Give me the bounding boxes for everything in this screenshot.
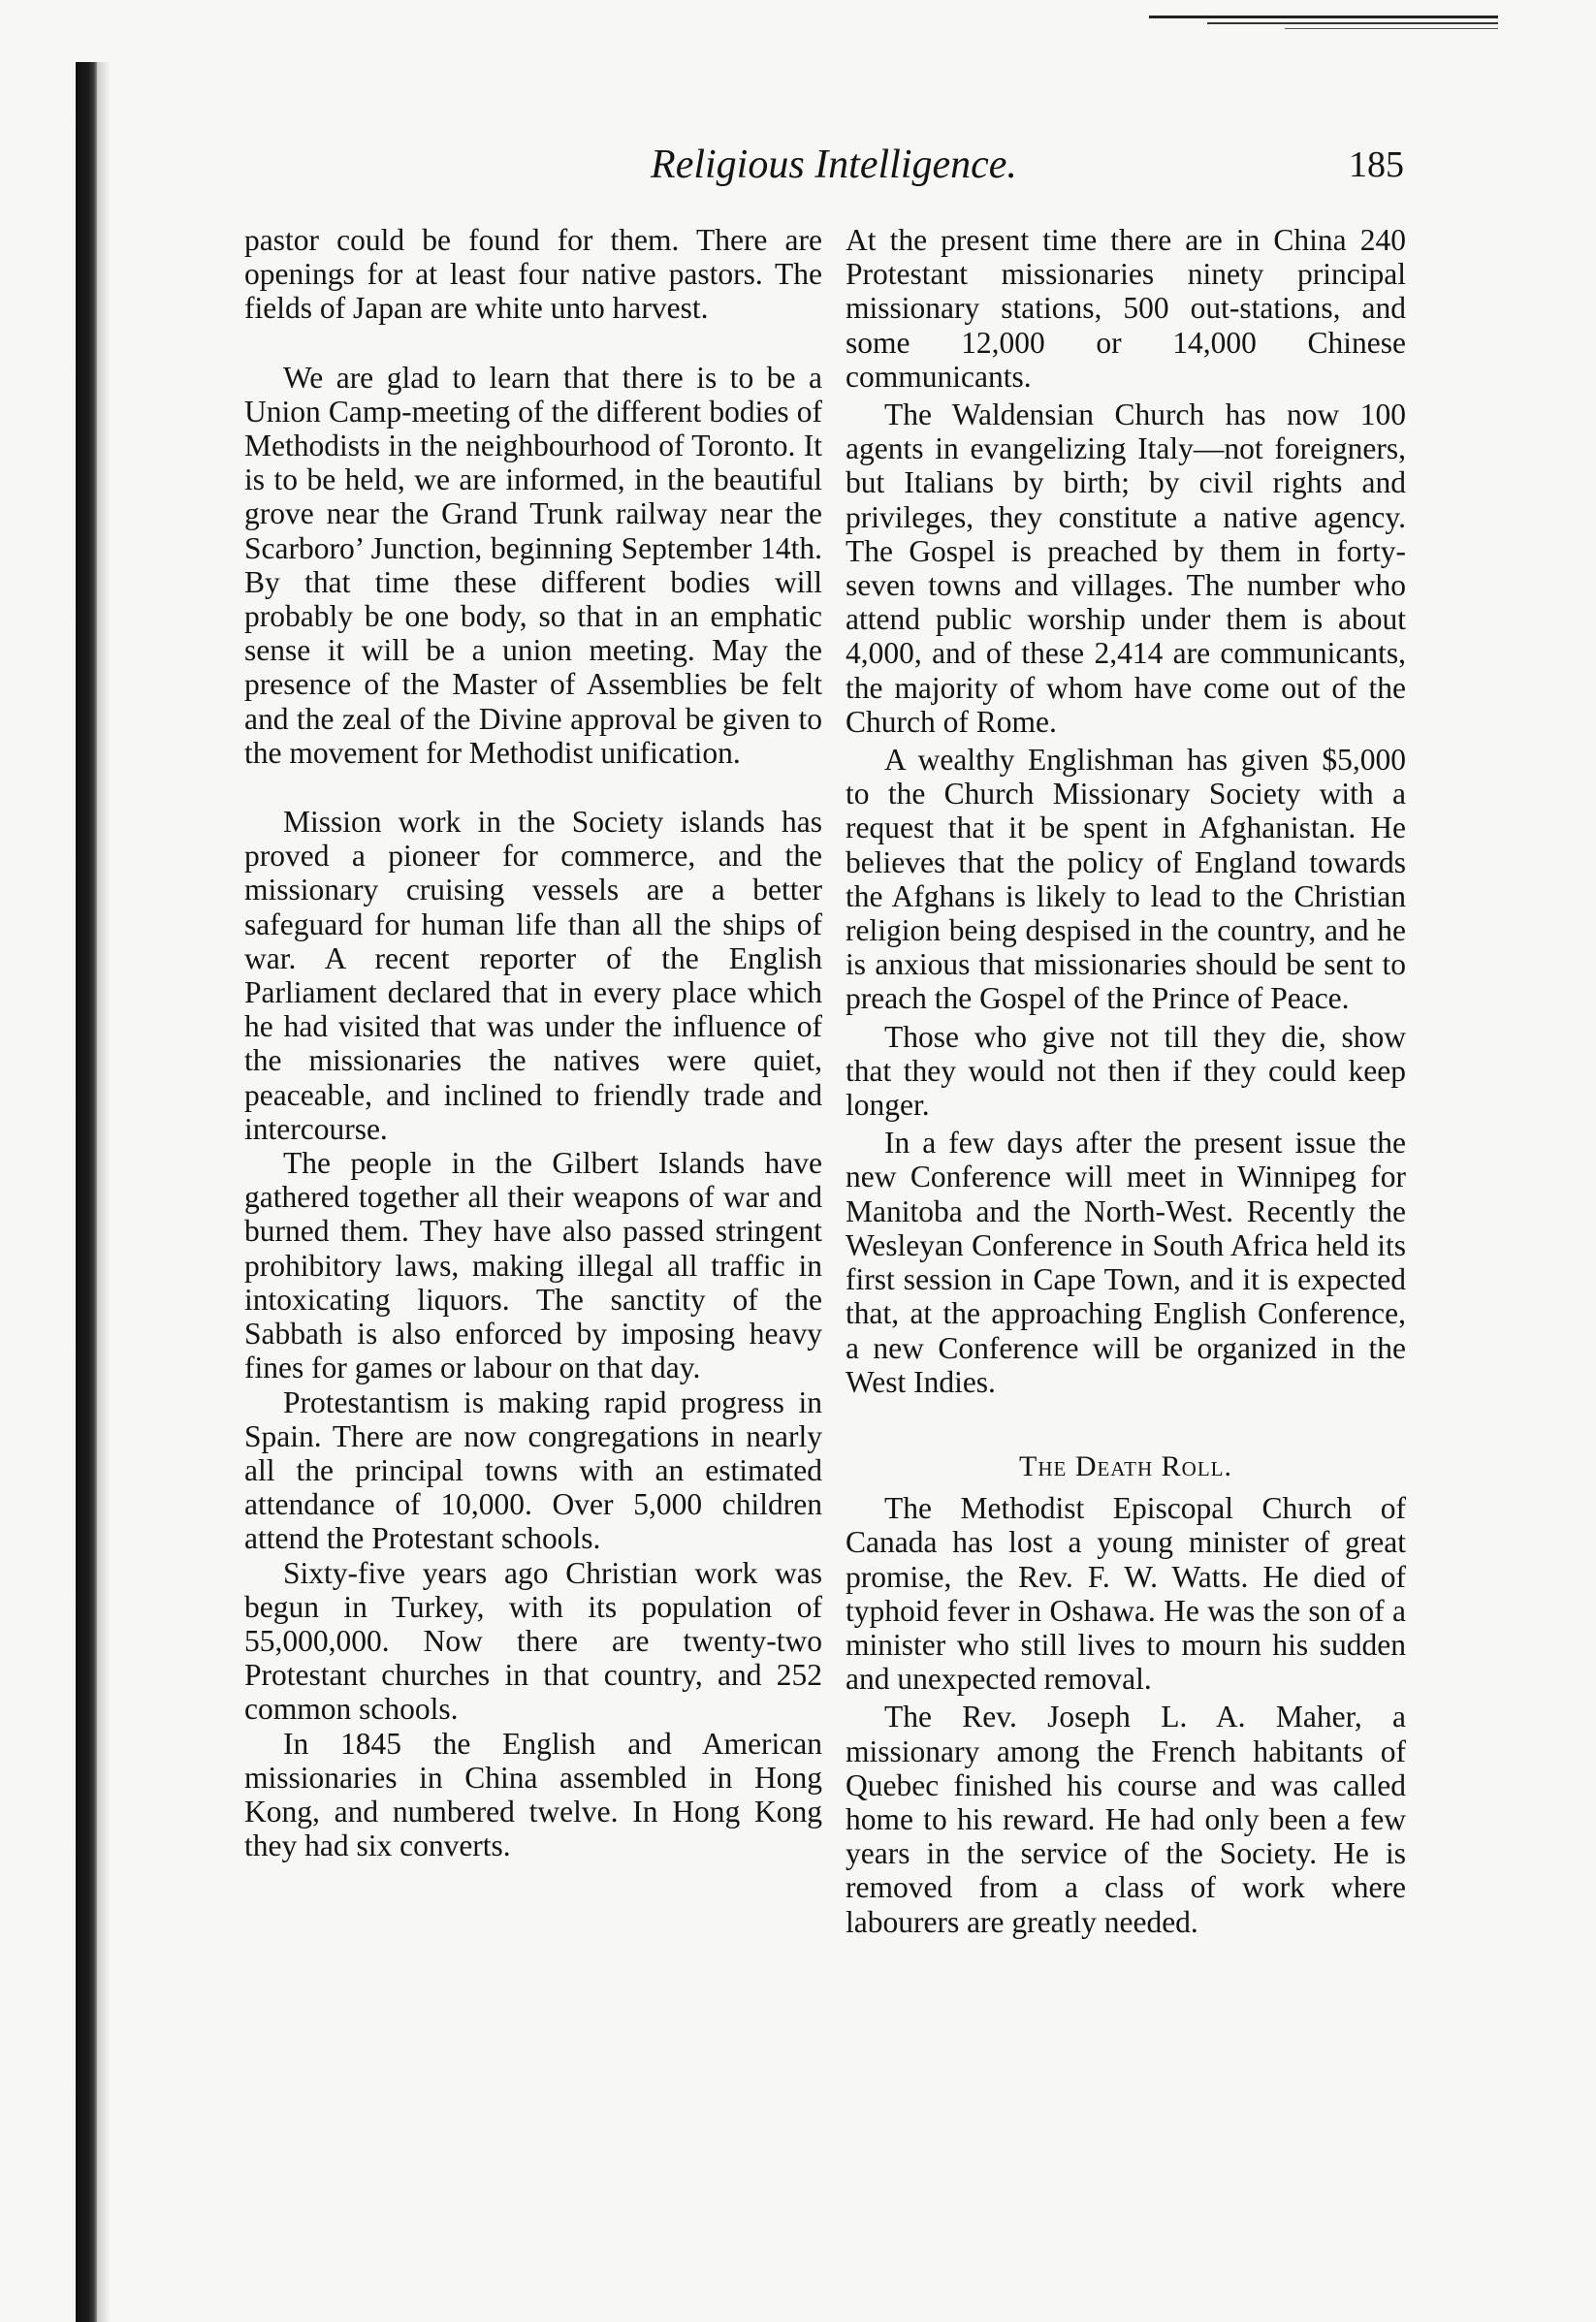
- top-rule: [1207, 22, 1498, 24]
- paragraph: The people in the Gilbert Islands have gathered together all their weapons of war and burned them. They have also passed stringent prohibitory laws, making illegal all traffic in intoxicating liquors. The sanctity of the Sabbath is also enforced by imposing heavy fines for games or labour on that day.: [244, 1146, 822, 1385]
- paragraph: Those who give not till they die, show that they would not then if they could keep longer.: [846, 1019, 1406, 1123]
- paragraph: Protestantism is making rapid progress in Spain. There are now congregations in nearly all the principal towns with an estimated attendance of 10,000. Over 5,000 children attend the Protestant schools.: [244, 1384, 822, 1556]
- page-number: 185: [1349, 144, 1404, 185]
- paragraph: We are glad to learn that there is to be a Union Camp-meeting of the different bodies of Methodists in the neighbourhood of Toronto. It is to be held, we are informed, in the beautiful grove near the Grand Trunk railway near the Scarboro’ Junction, beginning September 14th. By that time these different bodies will probably be one body, so that in an emphatic sense it will be a union meeting. May the presence of the Master of Assemblies be felt and the zeal of the Divine approval be given to the movement for Methodist unification.: [244, 360, 822, 770]
- paragraph: Sixty-five years ago Christian work was begun in Turkey, with its population of 55,000,000. Now there are twenty-two Protestant churches in that country, and 252 common schools.: [244, 1555, 822, 1727]
- paragraph: The Rev. Joseph L. A. Maher, a missionary among the French habitants of Quebec finished his course and was called home to his reward. He had only been a few years in the service of the Society. He is removed from a class of work where labourers are greatly needed.: [846, 1700, 1406, 1939]
- top-rule: [1285, 28, 1498, 29]
- right-column: [846, 223, 1406, 1939]
- top-rule: [1149, 16, 1498, 18]
- paragraph: pastor could be found for them. There are openings for at least four native pastors. The fields of Japan are white unto harvest.: [244, 223, 822, 326]
- paragraph: The Waldensian Church has now 100 agents in evangelizing Italy—not foreigners, but Italians by birth; by civil rights and privileges, they constitute a native agency. The Gospel is preached by them in forty-seven towns and villages. The number who attend public worship under them is about 4,000, and of these 2,414 are communicants, the majority of whom have come out of the Church of Rome.: [846, 398, 1406, 739]
- paragraph: Mission work in the Society islands has proved a pioneer for commerce, and the missionary cruising vessels are a better safeguard for human life than all the ships of war. A recent reporter of the English Parliament declared that in every place which he had visited that was under the influence of the missionaries the natives were quiet, peaceable, and inclined to friendly trade and intercourse.: [244, 805, 822, 1146]
- paragraph: At the present time there are in China 240 Protestant missionaries ninety principal missionary stations, 500 out-stations, and some 12,000 or 14,000 Chinese communicants.: [846, 223, 1406, 394]
- left-column: [244, 223, 822, 1862]
- page-binding-edge: [76, 62, 97, 2322]
- running-head: [264, 136, 1404, 194]
- paragraph: In a few days after the present issue the new Conference will meet in Winnipeg for Manitoba and the North-West. Recently the Wesleyan Conference in South Africa held its first session in Cape Town, and it is expected that, at the approaching English Conference, a new Conference will be organized in the West Indies.: [846, 1126, 1406, 1399]
- paragraph: In 1845 the English and American missionaries in China assembled in Hong Kong, and numbered twelve. In Hong Kong they had six converts.: [244, 1726, 822, 1863]
- section-heading: The Death Roll.: [1019, 1449, 1232, 1482]
- binding-shadow: [97, 62, 111, 2322]
- paragraph: A wealthy Englishman has given $5,000 to the Church Missionary Society with a request that it be spent in Afghanistan. He believes that the policy of England towards the Afghans is likely to lead to the Christian religion being despised in the country, and he is anxious that missionaries should be sent to preach the Gospel of the Prince of Peace.: [846, 743, 1406, 1016]
- paragraph: The Methodist Episcopal Church of Canada has lost a young minister of great promise, the Rev. F. W. Watts. He died of typhoid fever in Oshawa. He was the son of a minister who still lives to mourn his sudden and unexpected removal.: [846, 1491, 1406, 1697]
- section-title: Religious Intelligence.: [651, 143, 1017, 187]
